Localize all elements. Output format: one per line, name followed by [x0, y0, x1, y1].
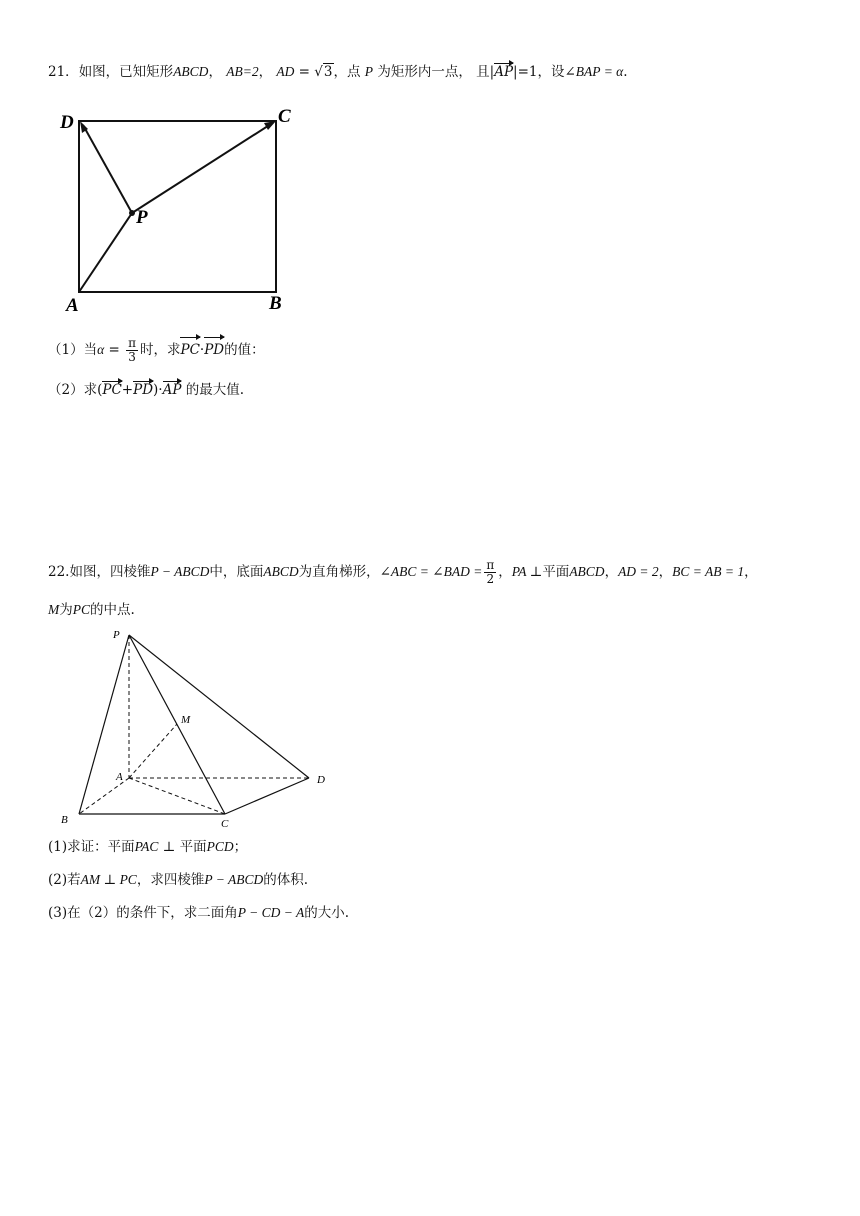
q21-part1: （1）当α = $\frac{\pi}{3}$ 时，求PC·PD的值： [48, 336, 265, 364]
label-d: D [317, 774, 325, 786]
label-b: B [61, 814, 68, 826]
q22-number: 22. [48, 564, 70, 580]
vector-pc [132, 124, 271, 213]
rectangle-abcd [79, 121, 276, 292]
q22-part3: (3)在（2）的条件下，求二面角P − CD − A的大小. [48, 905, 349, 921]
edge-ac [129, 778, 225, 814]
fraction-pi-over-3: $\frac{\pi}{3}$ [128, 336, 136, 364]
vector-pd [83, 125, 132, 213]
vector-pd-text: PD [204, 336, 224, 364]
segment-am [129, 724, 177, 778]
q21-rectangle-figure [50, 100, 320, 320]
edge-ab [79, 778, 129, 814]
q22-part2: (2)若AM ⊥ PC，求四棱锥P − ABCD的体积. [48, 872, 308, 888]
fraction-pi-over-2: $\frac{\pi}{2}$ [486, 558, 495, 586]
vector-ap: AP [494, 64, 514, 80]
edge-cd [225, 778, 309, 814]
point-p [129, 210, 135, 216]
label-a: A [116, 771, 123, 783]
arrowhead-c [264, 121, 276, 130]
edge-pd [129, 635, 309, 778]
vector-pc-text: PC [180, 336, 199, 364]
label-p: P [113, 629, 120, 641]
label-m: M [181, 714, 191, 726]
q22-stem: 22.如图，四棱锥P − ABCD中，底面ABCD为直角梯形，∠ABC = ∠BAD = $\frac{\pi}{2}$ ，PA ⊥平面ABCD，AD = 2，BC = AB = 1， [48, 558, 758, 586]
q22-stem-line2: M为PC的中点. [48, 602, 135, 618]
segment-ap [79, 213, 132, 292]
q22-pyramid-figure [55, 624, 345, 834]
edge-pb [79, 635, 129, 814]
q21-stem: 21．如图，已知矩形ABCD， AB=2， AD = √3，点 P 为矩形内一点， 且|AP|=1，设∠BAP = α. [48, 64, 628, 80]
q21-number: 21． [48, 64, 79, 80]
label-d: D [60, 112, 74, 133]
label-p: P [136, 207, 148, 228]
label-c: C [221, 818, 229, 830]
label-c: C [278, 106, 291, 127]
label-b: B [269, 293, 282, 314]
q22-part1: (1)求证：平面PAC ⊥ 平面PCD； [48, 839, 248, 855]
label-a: A [66, 295, 79, 316]
q21-part2: （2）求(PC+PD)·AP 的最大值. [48, 382, 245, 398]
